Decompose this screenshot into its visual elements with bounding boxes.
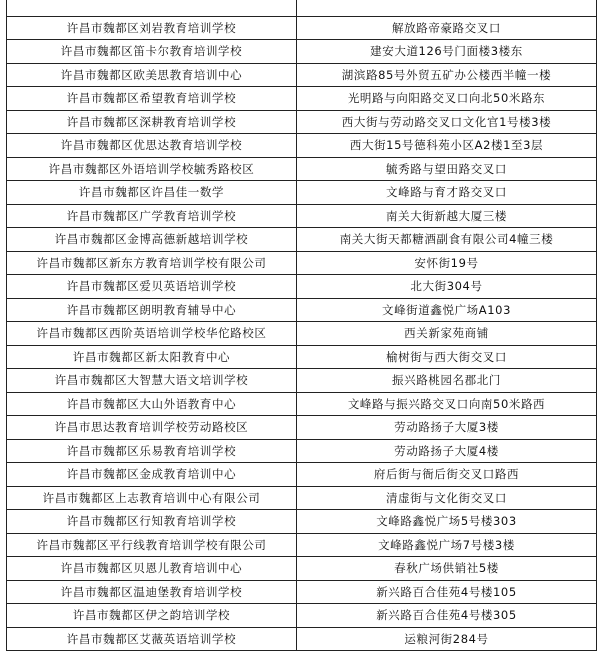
school-address-cell: 建安大道126号门面楼3楼东 bbox=[297, 40, 597, 64]
table-row bbox=[7, 392, 597, 416]
school-name-cell: 许昌市魏都区广学教育培训学校 bbox=[7, 204, 297, 228]
school-address-cell: 毓秀路与望田路交叉口 bbox=[297, 157, 597, 181]
school-address-cell: 文峰路鑫悦广场5号楼303 bbox=[297, 510, 597, 534]
school-name-cell: 许昌市魏都区新太阳教育中心 bbox=[7, 345, 297, 369]
school-address-cell: 文峰路鑫悦广场7号楼3楼 bbox=[297, 533, 597, 557]
table-row bbox=[7, 580, 597, 604]
school-name-cell: 许昌市魏都区西阶英语培训学校华佗路校区 bbox=[7, 322, 297, 346]
table-row bbox=[7, 110, 597, 134]
table-row bbox=[7, 298, 597, 322]
table-row bbox=[7, 510, 597, 534]
school-name-cell: 许昌市魏都区刘岩教育培训学校 bbox=[7, 16, 297, 40]
school-address-cell: 南关大街天都糖酒副食有限公司4幢三楼 bbox=[297, 228, 597, 252]
school-address-table bbox=[6, 0, 597, 651]
school-address-cell: 春秋广场供销社5楼 bbox=[297, 557, 597, 581]
table-row bbox=[7, 228, 597, 252]
table-row bbox=[7, 604, 597, 628]
table-row bbox=[7, 322, 597, 346]
school-name-cell: 许昌市魏都区金成教育培训中心 bbox=[7, 463, 297, 487]
school-name-cell: 许昌市魏都区艾薇英语培训学校 bbox=[7, 627, 297, 651]
table-row bbox=[7, 157, 597, 181]
table-row bbox=[7, 369, 597, 393]
school-name-cell: 许昌市魏都区大山外语教育中心 bbox=[7, 392, 297, 416]
school-address-cell: 劳动路扬子大厦4楼 bbox=[297, 439, 597, 463]
table-row bbox=[7, 486, 597, 510]
table-row bbox=[7, 463, 597, 487]
table-row bbox=[7, 87, 597, 111]
school-name-cell: 许昌市魏都区许昌佳一数学 bbox=[7, 181, 297, 205]
table-row bbox=[7, 345, 597, 369]
school-address-cell: 文峰路与育才路交叉口 bbox=[297, 181, 597, 205]
table-row bbox=[7, 40, 597, 64]
table-row bbox=[7, 533, 597, 557]
school-name-cell: 许昌市魏都区爱贝英语培训学校 bbox=[7, 275, 297, 299]
school-name-cell: 许昌市魏都区朗明教育辅导中心 bbox=[7, 298, 297, 322]
school-address-cell: 新兴路百合佳苑4号楼105 bbox=[297, 580, 597, 604]
school-name-cell: 许昌市魏都区温迪堡教育培训学校 bbox=[7, 580, 297, 604]
school-address-cell: 安怀街19号 bbox=[297, 251, 597, 275]
table-body bbox=[7, 0, 597, 651]
table-row bbox=[7, 16, 597, 40]
school-address-cell: 清虚街与文化街交叉口 bbox=[297, 486, 597, 510]
table-row bbox=[7, 134, 597, 158]
school-name-cell: 许昌市魏都区金博高德新越培训学校 bbox=[7, 228, 297, 252]
school-address-cell: 西大街15号德科苑小区A2楼1至3层 bbox=[297, 134, 597, 158]
school-name-cell: 许昌市魏都区行知教育培训学校 bbox=[7, 510, 297, 534]
table-row bbox=[7, 63, 597, 87]
table-row bbox=[7, 416, 597, 440]
table-row bbox=[7, 627, 597, 651]
school-address-cell: 南关大街新越大厦三楼 bbox=[297, 204, 597, 228]
table-row bbox=[7, 204, 597, 228]
school-name-cell: 许昌市魏都区新东方教育培训学校有限公司 bbox=[7, 251, 297, 275]
school-name-cell: 许昌市魏都区平行线教育培训学校有限公司 bbox=[7, 533, 297, 557]
school-name-cell: 许昌市魏都区外语培训学校毓秀路校区 bbox=[7, 157, 297, 181]
table-row bbox=[7, 275, 597, 299]
school-name-cell: 许昌市魏都区上志教育培训中心有限公司 bbox=[7, 486, 297, 510]
school-address-cell: 北大街304号 bbox=[297, 275, 597, 299]
school-address-cell: 新兴路百合佳苑4号楼305 bbox=[297, 604, 597, 628]
school-name-cell: 许昌市魏都区贝恩儿教育培训中心 bbox=[7, 557, 297, 581]
table-row bbox=[7, 181, 597, 205]
school-name-cell: 许昌市魏都区深耕教育培训学校 bbox=[7, 110, 297, 134]
school-address-cell: 劳动路扬子大厦3楼 bbox=[297, 416, 597, 440]
school-address-cell: 振兴路桃园名郡北门 bbox=[297, 369, 597, 393]
school-address-cell: 湖滨路85号外贸五矿办公楼西半幢一楼 bbox=[297, 63, 597, 87]
school-name-cell: 许昌市魏都区希望教育培训学校 bbox=[7, 87, 297, 111]
table-row bbox=[7, 251, 597, 275]
school-name-cell: 许昌市魏都区优思达教育培训学校 bbox=[7, 134, 297, 158]
school-name-cell: 许昌市魏都区大智慧大语文培训学校 bbox=[7, 369, 297, 393]
school-address-cell: 府后街与衙后街交叉口路西 bbox=[297, 463, 597, 487]
table-row bbox=[7, 0, 597, 16]
table-row bbox=[7, 557, 597, 581]
table-row bbox=[7, 439, 597, 463]
school-address-cell: 运粮河街284号 bbox=[297, 627, 597, 651]
school-address-cell: 文峰路与振兴路交叉口向南50米路西 bbox=[297, 392, 597, 416]
school-address-cell: 榆树街与西大街交叉口 bbox=[297, 345, 597, 369]
school-address-cell: 西关新家苑商铺 bbox=[297, 322, 597, 346]
school-address-cell bbox=[297, 0, 597, 16]
school-name-cell: 许昌市魏都区乐易教育培训学校 bbox=[7, 439, 297, 463]
school-address-cell: 文峰街道鑫悦广场A103 bbox=[297, 298, 597, 322]
school-name-cell: 许昌市魏都区欧美思教育培训中心 bbox=[7, 63, 297, 87]
school-address-cell: 解放路帝豪路交叉口 bbox=[297, 16, 597, 40]
school-address-cell: 西大街与劳动路交叉口文化官1号楼3楼 bbox=[297, 110, 597, 134]
school-name-cell: 许昌市思达教育培训学校劳动路校区 bbox=[7, 416, 297, 440]
school-name-cell bbox=[7, 0, 297, 16]
school-address-cell: 光明路与向阳路交叉口向北50米路东 bbox=[297, 87, 597, 111]
school-name-cell: 许昌市魏都区笛卡尔教育培训学校 bbox=[7, 40, 297, 64]
school-name-cell: 许昌市魏都区伊之韵培训学校 bbox=[7, 604, 297, 628]
